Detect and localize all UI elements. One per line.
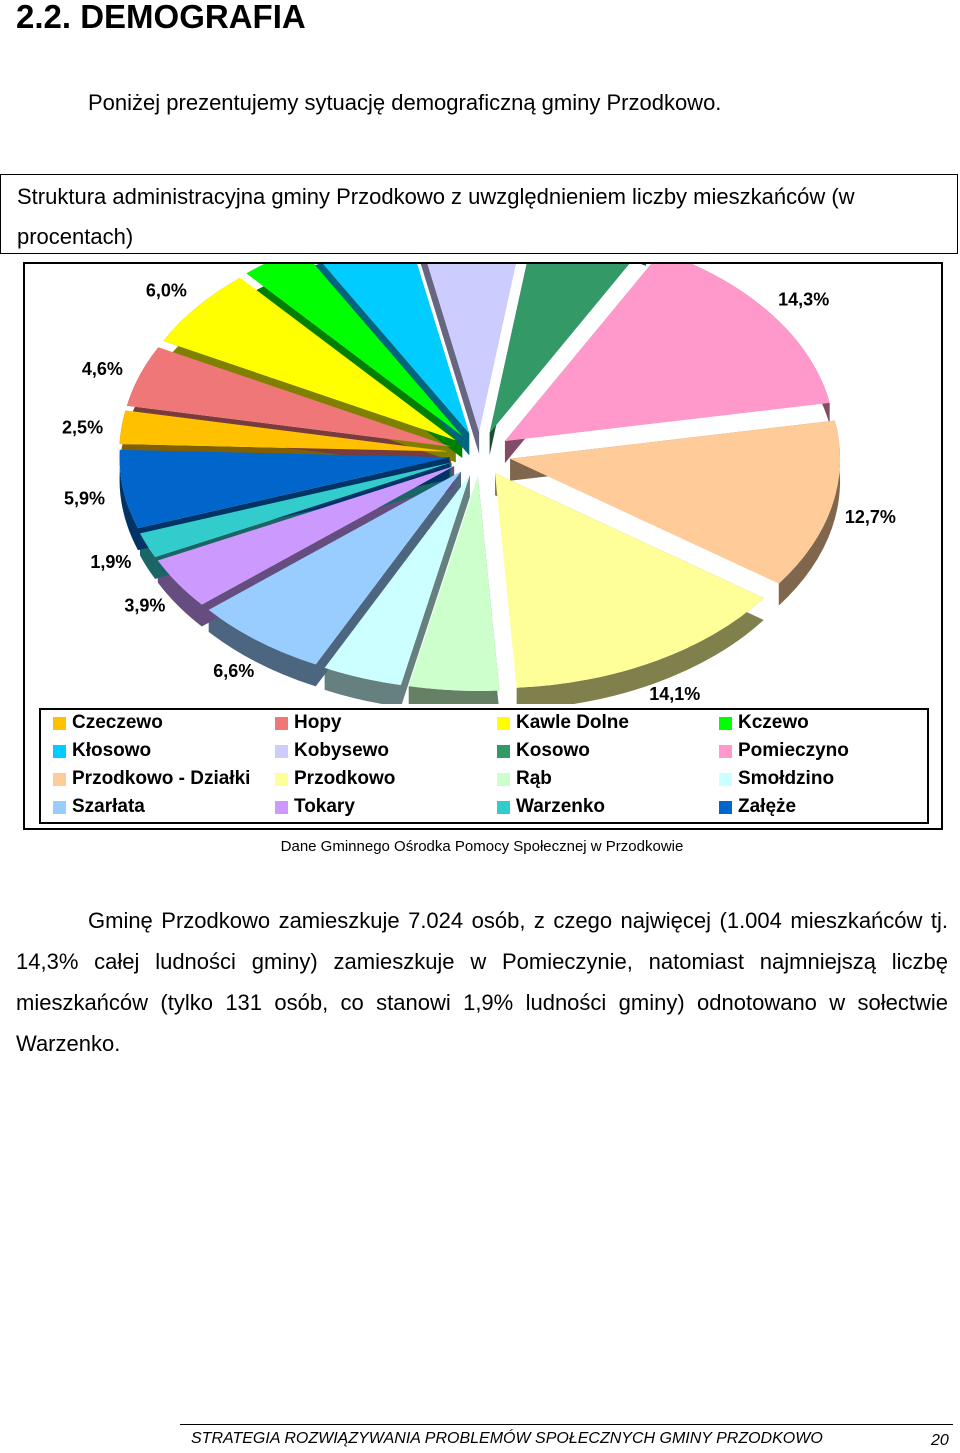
- chart-caption: Struktura administracyjna gminy Przodkowo z uwzględnieniem liczby mieszkańców (w procentach): [17, 184, 855, 249]
- pie-chart: [25, 264, 940, 704]
- legend-item: [53, 768, 250, 790]
- legend-swatch: [275, 773, 288, 786]
- legend-item: [497, 740, 590, 762]
- chart-legend: [39, 708, 929, 824]
- chart-caption-box: [0, 174, 958, 254]
- legend-swatch: [497, 717, 510, 730]
- pie-data-label: 12,7%: [844, 506, 896, 527]
- legend-item: [53, 740, 151, 762]
- legend-item: [719, 768, 834, 790]
- footer-title: STRATEGIA ROZWIĄZYWANIA PROBLEMÓW SPOŁECZNYCH GMINY PRZODKOWO: [191, 1430, 823, 1447]
- legend-swatch: [719, 745, 732, 758]
- pie-data-label: 3,9%: [124, 595, 166, 616]
- legend-swatch: [275, 745, 288, 758]
- pie-data-label: 14,1%: [649, 683, 701, 704]
- legend-item: [275, 712, 342, 734]
- section-heading: 2.2. DEMOGRAFIA: [16, 0, 306, 35]
- body-paragraph: [16, 900, 948, 1064]
- pie-data-label: 1,9%: [90, 552, 132, 573]
- legend-item: [497, 768, 552, 790]
- legend-swatch: [53, 801, 66, 814]
- legend-swatch: [497, 773, 510, 786]
- intro-text: Poniżej prezentujemy sytuację demograficzną gminy Przodkowo.: [88, 90, 722, 115]
- legend-label: Hopy: [294, 712, 342, 733]
- legend-item: [53, 796, 145, 818]
- legend-label: Tokary: [294, 796, 355, 817]
- pie-data-label: 6,0%: [145, 280, 187, 301]
- legend-label: Kawle Dolne: [516, 712, 629, 733]
- pie-data-label: 6,6%: [213, 660, 255, 681]
- legend-label: Szarłata: [72, 796, 145, 817]
- pie-data-label: [329, 703, 370, 704]
- legend-item: [275, 740, 389, 762]
- legend-label: Załęże: [738, 796, 797, 817]
- pie-chart-frame: [23, 262, 943, 830]
- legend-label: Przodkowo - Działki: [72, 768, 251, 789]
- pie-data-label: 2,5%: [62, 417, 104, 438]
- legend-swatch: [275, 717, 288, 730]
- legend-item: [719, 712, 809, 734]
- legend-item: [719, 796, 796, 818]
- legend-label: Kobysewo: [294, 740, 390, 761]
- legend-label: Czeczewo: [72, 712, 163, 733]
- legend-item: [497, 712, 629, 734]
- pie-data-label: 14,3%: [778, 289, 830, 310]
- body-text: Gminę Przodkowo zamieszkuje 7.024 osób, z czego najwięcej (1.004 mieszkańców tj. 14,3% całej ludności gminy) zamieszkuje w Pomieczynie, natomiast najmniejszą liczbę mieszkańców (tylko 131 osób, co stanowi 1,9% ludności gminy) odnotowano w sołectwie Warzenko.: [16, 908, 948, 1056]
- legend-swatch: [719, 717, 732, 730]
- legend-label: Rąb: [516, 768, 552, 789]
- legend-label: Pomieczyno: [738, 740, 849, 761]
- legend-swatch: [275, 801, 288, 814]
- legend-label: Kosowo: [516, 740, 590, 761]
- legend-swatch: [497, 801, 510, 814]
- legend-label: Kczewo: [738, 712, 809, 733]
- footer-rule: [180, 1424, 953, 1425]
- legend-item: [53, 712, 163, 734]
- legend-item: [719, 740, 849, 762]
- legend-item: [497, 796, 605, 818]
- legend-label: Kłosowo: [72, 740, 152, 761]
- pie-data-label: 5,9%: [64, 488, 106, 509]
- source-note: Dane Gminnego Ośrodka Pomocy Społecznej w Przodkowie: [280, 838, 684, 855]
- legend-swatch: [719, 773, 732, 786]
- legend-swatch: [53, 745, 66, 758]
- page-number: 20: [931, 1432, 949, 1449]
- legend-label: Warzenko: [516, 796, 606, 817]
- legend-item: [275, 768, 395, 790]
- pie-data-label: 4,6%: [81, 358, 123, 379]
- legend-swatch: [53, 773, 66, 786]
- legend-swatch: [53, 717, 66, 730]
- legend-swatch: [719, 801, 732, 814]
- legend-label: Przodkowo: [294, 768, 396, 789]
- legend-label: Smołdzino: [738, 768, 835, 789]
- legend-item: [275, 796, 355, 818]
- legend-swatch: [497, 745, 510, 758]
